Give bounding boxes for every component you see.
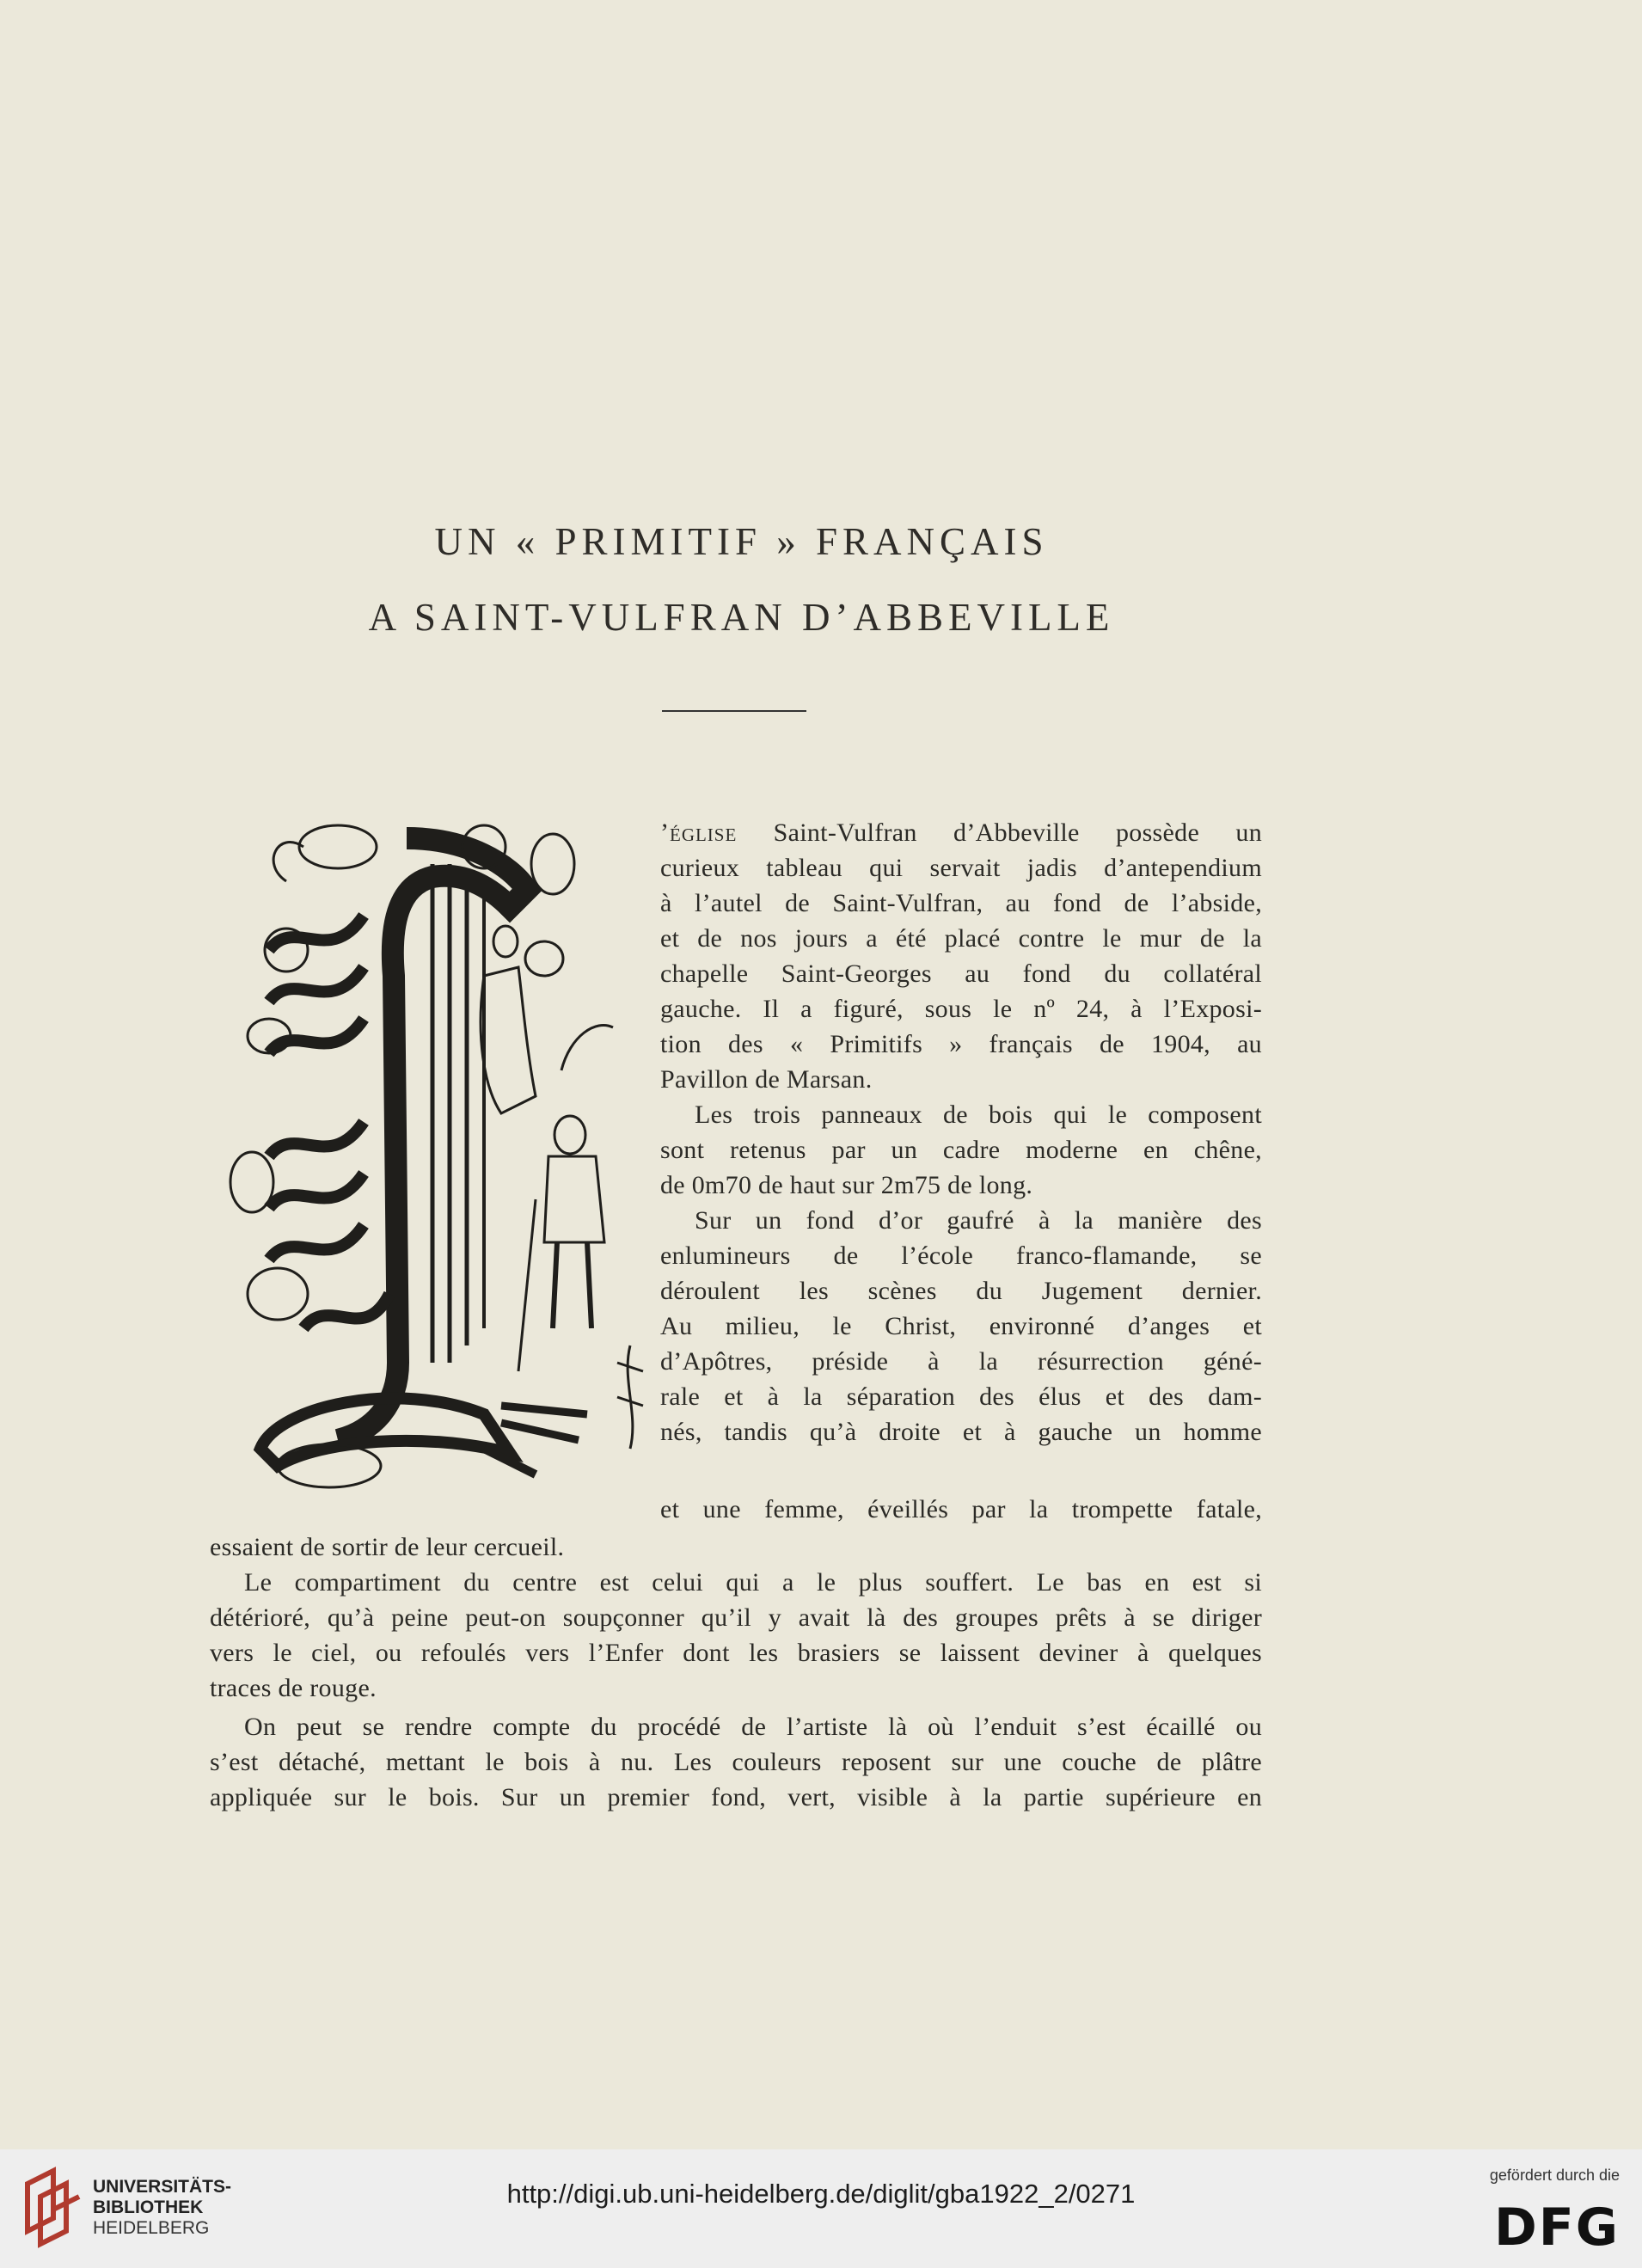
full-width-text	[210, 1532, 1262, 1816]
text-line: sont retenus par un cadre moderne en chêne,	[660, 1136, 1262, 1164]
text-line: essaient de sortir de leur cercueil.	[210, 1533, 565, 1561]
permalink-url[interactable]: http://digi.ub.uni-heidelberg.de/diglit/gba1922_2/0271	[506, 2179, 1136, 2209]
library-logo-text-line-2: BIBLIOTHEK	[93, 2198, 204, 2217]
wrap-text-column	[660, 818, 1262, 1447]
text-line: Au milieu, le Christ, environné d’anges et	[660, 1312, 1262, 1340]
article-title-line-1: UN « PRIMITIF » FRANÇAIS	[434, 520, 1049, 563]
text-line: Le compartiment du centre est celui qui a le plus souffert. Le bas en est si	[244, 1568, 1262, 1597]
text-line: vers le ciel, ou refoulés vers l’Enfer dont les brasiers se laissent deviner à quelques	[210, 1639, 1262, 1667]
text-line: ’église Saint-Vulfran d’Abbeville possède un	[660, 818, 1262, 847]
decorated-initial-l-illustration	[226, 812, 656, 1500]
text-line: chapelle Saint-Georges au fond du collatéral	[660, 959, 1262, 988]
text-line: détérioré, qu’à peine peut-on soupçonner qu’il y avait là des groupes prêts à se diriger	[210, 1603, 1262, 1632]
text-line: enlumineurs de l’école franco-flamande, se	[660, 1241, 1262, 1270]
library-logo-text-line-3: HEIDELBERG	[93, 2218, 210, 2238]
text-line: Pavillon de Marsan.	[660, 1065, 873, 1094]
text-line: à l’autel de Saint-Vulfran, au fond de l’abside,	[660, 889, 1262, 917]
dfg-logo: DFG	[1493, 2198, 1620, 2258]
text-line: traces de rouge.	[210, 1674, 377, 1702]
text-line: Les trois panneaux de bois qui le composent	[695, 1100, 1262, 1129]
article-title-line-2: A SAINT-VULFRAN D’ABBEVILLE	[368, 596, 1115, 639]
text-line: nés, tandis qu’à droite et à gauche un homme	[660, 1418, 1262, 1446]
text-line: et de nos jours a été placé contre le mur de la	[660, 924, 1262, 953]
text-line: et une femme, éveillés par la trompette fatale,	[660, 1495, 1262, 1523]
text-line: rale et à la séparation des élus et des dam-	[660, 1382, 1262, 1411]
text-line: tion des « Primitifs » français de 1904, au	[660, 1030, 1262, 1058]
funded-by-label: gefördert durch die	[1489, 2167, 1620, 2184]
text-line: d’Apôtres, préside à la résurrection géné-	[660, 1347, 1262, 1376]
text-line: appliquée sur le bois. Sur un premier fond, vert, visible à la partie supérieure en	[210, 1783, 1262, 1811]
text-line: s’est détaché, mettant le bois à nu. Les couleurs reposent sur une couche de plâtre	[210, 1748, 1262, 1776]
text-line: curieux tableau qui servait jadis d’antependium	[660, 854, 1262, 882]
text-line: de 0m70 de haut sur 2m75 de long.	[660, 1171, 1033, 1199]
title-divider-rule	[662, 710, 806, 712]
text-line: Sur un fond d’or gaufré à la manière des	[695, 1206, 1262, 1235]
text-line: On peut se rendre compte du procédé de l’artiste là où l’enduit s’est écaillé ou	[244, 1713, 1262, 1741]
library-logo-text-line-1: UNIVERSITÄTS-	[93, 2177, 232, 2197]
text-line: gauche. Il a figuré, sous le nº 24, à l’Exposi-	[660, 995, 1262, 1023]
first-word-small-caps: ’église	[660, 818, 738, 847]
text-line: déroulent les scènes du Jugement dernier.	[660, 1277, 1262, 1305]
